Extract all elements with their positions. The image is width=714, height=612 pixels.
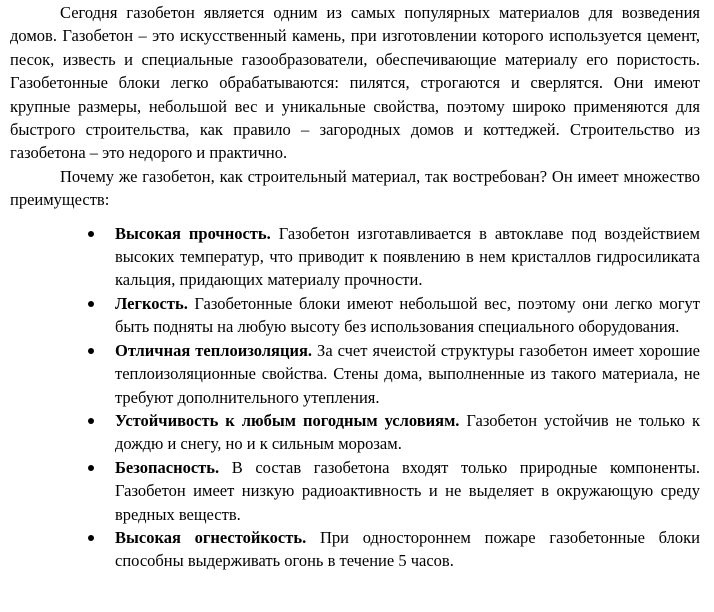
list-item-text: В состав газобетона входят только природные компоненты. Газобетон имеет низкую радиоактивность и не выделяет в окружающую среду вредных веществ. [115, 457, 700, 524]
list-item-insulation [10, 339, 700, 409]
document-body [10, 1, 700, 573]
list-item-safety [10, 456, 700, 526]
question-paragraph: Почему же газобетон, как строительный материал, так востребован? Он имеет множество преимуществ: [10, 166, 700, 210]
bullet-icon [88, 301, 94, 307]
list-item-term: Отличная теплоизоляция. [115, 340, 318, 360]
bullet-icon [88, 465, 94, 471]
advantages-list [10, 222, 700, 573]
list-item-term: Легкость. [115, 293, 195, 313]
list-item-term: Безопасность. [115, 457, 232, 477]
list-item-text: Газобетонные блоки имеют небольшой вес, поэтому они легко могут быть подняты на любую высоту без использования специального оборудования. [115, 293, 700, 337]
list-item-lightness [10, 292, 700, 339]
list-item-text: При одностороннем пожаре газобетонные блоки способны выдерживать огонь в течение 5 часов. [115, 527, 700, 571]
bullet-icon [88, 348, 94, 354]
bullet-icon [88, 535, 94, 541]
list-item-weather [10, 409, 700, 456]
bullet-icon [88, 231, 94, 237]
list-item-term: Высокая огнестойкость. [115, 527, 320, 547]
list-item-strength [10, 222, 700, 292]
list-item-term: Устойчивость к любым погодным условиям. [115, 410, 467, 430]
intro-paragraph: Сегодня газобетон является одним из самых популярных материалов для возведения домов. Газобетон – это искусственный камень, при изготовлении которого используется цемент, песок, известь и специальные газообразователи, обеспечивающие материалу его пористость. Газобетонные блоки легко обрабатываются: пилятся, строгаются и сверлятся. Они имеют крупные размеры, небольшой вес и уникальные свойства, поэтому широко применяются для быстрого строительства, как правило – загородных домов и коттеджей. Строительство из газобетона – это недорого и практично. [10, 3, 700, 163]
list-item-term: Высокая прочность. [115, 223, 279, 243]
list-item-text: Газобетон устойчив не только к дождю и снегу, но и к сильным морозам. [115, 410, 700, 454]
list-item-fire-resistance [10, 526, 700, 573]
list-item-text: За счет ячеистой структуры газобетон имеет хорошие теплоизоляционные свойства. Стены дома, выполненные из такого материала, не требуют дополнительного утепления. [115, 340, 700, 407]
bullet-icon [88, 418, 94, 424]
list-item-text: Газобетон изготавливается в автоклаве под воздействием высоких температур, что приводит к появлению в нем кристаллов гидросиликата кальция, придающих материалу прочности. [115, 223, 700, 290]
